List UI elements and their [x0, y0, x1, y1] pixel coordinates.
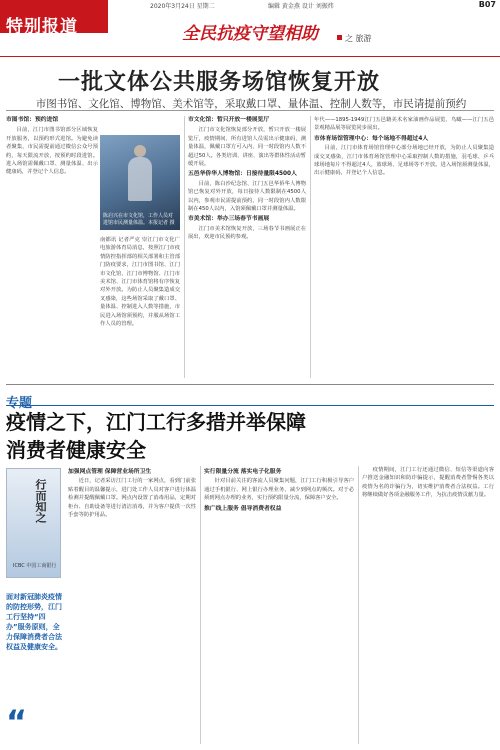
quote-mark-icon: “	[6, 703, 28, 741]
headline-divider	[6, 110, 494, 111]
photo-caption: 陈启兴在市文化馆，工作人员对进馆市民测量体温。本报记者 摄	[103, 213, 175, 226]
date-line: 2020年3月24日 星期二	[150, 3, 215, 10]
col2-text: 江门市文化馆恢复部分开放，暂只开放一楼展览厅，疫情期间，所有进馆人员需出示健康码，测量体温，佩戴口罩方可入内，同一时段馆内人数不超过50人。各类培训、讲座、演出等群体性活动暂缓开展。	[188, 127, 306, 168]
special-col2-sub2: 推广线上服务 倡导消费者权益	[204, 505, 282, 512]
editor-line: 编辑 黄金燕 设计 刘振炜	[268, 3, 334, 10]
special-col1-sub: 加强网点管理 保障营业场所卫生	[68, 469, 152, 475]
icbc-logo: ICBC 中国工商银行	[13, 563, 57, 569]
col1-tag: 市图书馆：预约进馆	[6, 117, 59, 123]
story-column-1b	[100, 236, 180, 378]
section-name: 之 旅游	[337, 33, 372, 44]
story-column-3	[314, 116, 494, 378]
story-column-1	[6, 116, 98, 378]
col1-text: 目前，江门市图书馆部分区域恢复开放服务，以预约形式进馆。为避免读者聚集，市民需提前通过微信公众号预约，每天限流开放，按预约时段进馆。进入场馆需佩戴口罩、测量体温、出示健康码，并登记个人信息。	[6, 127, 98, 176]
section-divider	[6, 384, 494, 385]
photo-figure	[128, 157, 152, 201]
col3-box: 市体育场馆管理中心：每个场地不得超过4人	[314, 135, 429, 142]
special-rule	[6, 405, 494, 406]
column-banner-title: 特别报道	[6, 17, 78, 37]
col3b-text: 目前，江门市体育场馆管理中心部分场地已经开放，为防止人员聚集造成交叉感染，江门市体育场馆管理中心采取控制人数的措施，羽毛球、乒乓球场地每片不得超过4人，篮球场、足球场等不开放。进入场馆须测量体温，出示健康码，并登记个人信息。	[314, 145, 494, 177]
col2-tag: 市文化馆：暂只开放一楼展览厅	[188, 117, 270, 123]
special-col1-text: 近日，记者采访江门工行的一家网点，看到门前张贴着醒目的温馨提示，进门处工作人员对客户进行体温检测并提醒佩戴口罩。网点内设置了消毒用品，定期对柜台、自助设备等进行清洁消毒，并为客户提供一次性手套等防护用品。	[68, 478, 196, 519]
special-col2-text: 针对目前关注的客流人员聚集问题，江门工行积极引导客户通过手机银行、网上银行办理业务，减少到网点的频次。对于必须到网点办理的业务，实行预约限量分流，保障客户安全。	[204, 478, 354, 502]
special-divider-1	[200, 466, 201, 744]
col2b-text: 目前，陈白沙纪念馆、江门五邑华侨华人博物馆已恢复对外开放，每日接待人数限制在4500人以内，参观市民需提前预约，同一时段馆内人数限制在450人以内，入馆须佩戴口罩并测量体温。	[188, 180, 306, 213]
card-slogan: 行而知之	[34, 479, 47, 523]
col2c-text: 江门市美术馆恢复开放，三场春节书画展正在展出，欢迎市民预约参观。	[188, 225, 306, 241]
main-headline: 一批文体公共服务场馆恢复开放	[58, 70, 381, 95]
column-divider-2	[310, 116, 311, 378]
col2-box: 五邑华侨华人博物馆：日接待量限4500人	[188, 171, 297, 178]
special-column-2	[204, 466, 354, 744]
header-slogan: 全民抗疫守望相助	[182, 24, 318, 44]
bank-card-image	[6, 468, 61, 578]
special-headline: 疫情之下，江门工行多措并举保障消费者健康安全	[6, 410, 306, 462]
special-label: 专题	[6, 396, 33, 411]
top-strip	[0, 0, 500, 11]
special-column-1	[68, 466, 196, 744]
column-divider-1	[184, 116, 185, 378]
story-column-2	[188, 116, 306, 378]
page-number: B07	[478, 0, 496, 9]
special-col3-text: 疫情期间，江门工行还通过微信、短信等渠道向客户推送金融知识和防诈骗提示，提醒消费者警惕各类以疫情为名的诈骗行为，切实维护消费者合法权益。工行将继续做好各项金融服务工作，为抗击疫情贡献力量。	[362, 467, 494, 499]
special-divider-2	[358, 466, 359, 744]
story-photo	[100, 135, 180, 230]
pull-quote: 面对新冠肺炎疫情的防控形势，江门工行坚持“四办”服务原则，全力保障消费者合法权益及健康安全。	[6, 593, 62, 651]
special-column-3	[362, 466, 494, 744]
main-subheadline: 市图书馆、文化馆、博物馆、美术馆等，采取戴口罩、量体温、控制人数等，市民请提前预约	[35, 98, 467, 110]
top-red-band	[0, 0, 108, 11]
col3-text: 年代——1895-1949江门五邑籍美术名家油画作品展览、鸟瞰——江门五邑景观精品展等展览同步展出。	[314, 117, 494, 132]
special-col2-sub: 实行限量分流 落实电子化服务	[204, 469, 282, 475]
page-header	[0, 11, 500, 57]
col1b-text: 南都讯 记者严克 崇江门市文化广电旅游体育局消息，按照江门市疫情防控指挥部的相关部署和主管部门防疫要求，江门市图书馆、江门市文化馆、江门市博物馆、江门市美术馆、江门市体育馆将有序恢复对外开放。为防止人员聚集造成交叉感染，这些场馆采取了戴口罩、量体温、控制进入人数等措施，市民进入场馆须预约，并服从场馆工作人员的管理。	[100, 237, 180, 328]
col2-box2: 市美术馆：举办三场春节书画展	[188, 216, 270, 223]
